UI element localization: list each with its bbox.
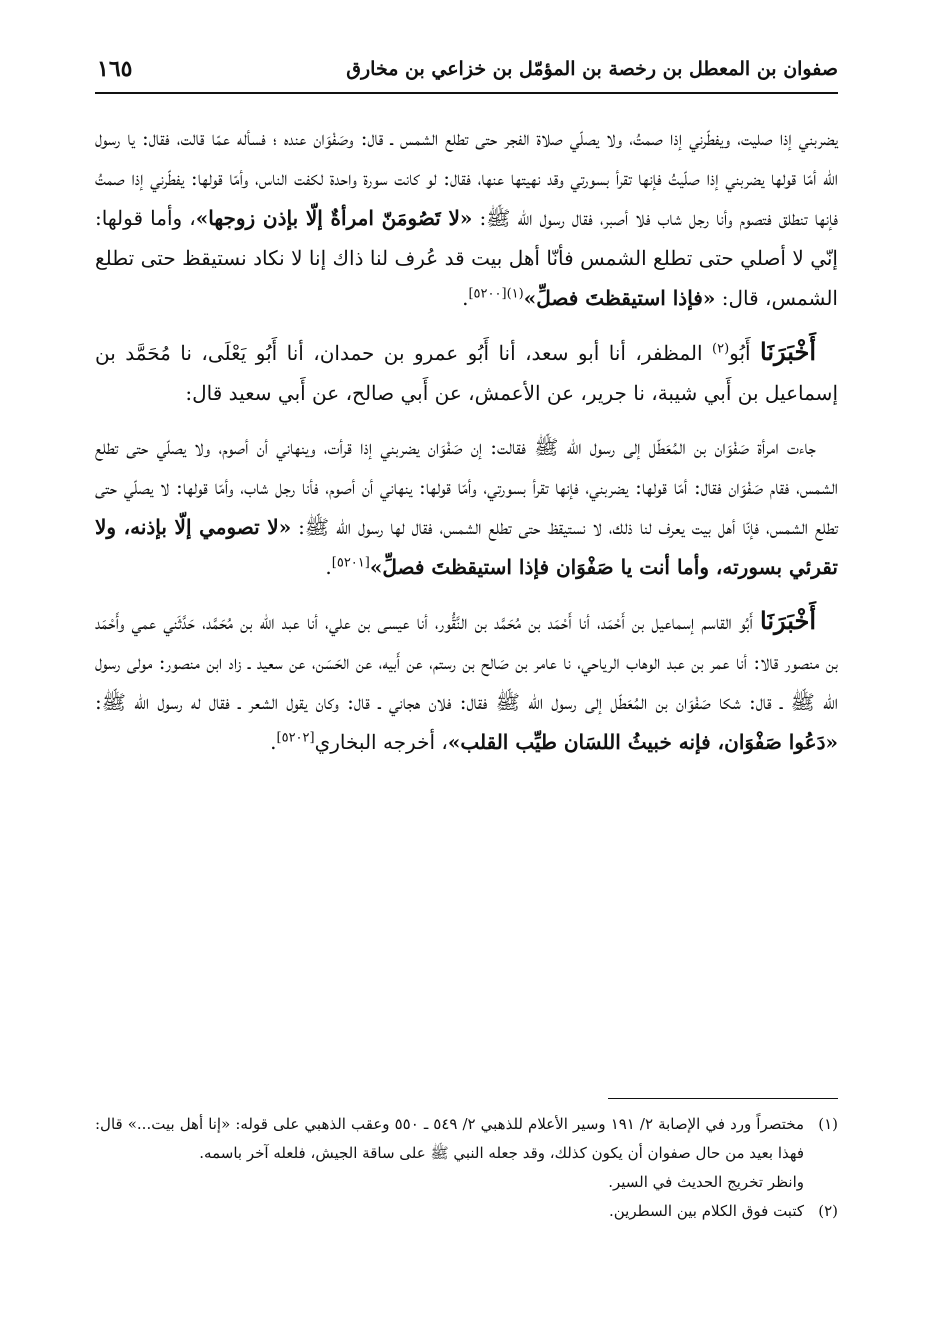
page-number: ١٦٥ bbox=[97, 56, 133, 82]
running-title: صفوان بن المعطل بن رخصة بن المؤمّل بن خزاعي بن مخارق bbox=[346, 58, 838, 80]
text-segment: ، وأما قولها: إنّي لا أصلي حتى تطلع الشمس فأنّا أهل بيت قد عُرف لنا ذاك إنا لا نكاد نستيقظ حتى تطلع الشمس، قال: bbox=[95, 206, 838, 310]
text-segment: أَبُو bbox=[729, 341, 761, 365]
footnote-number bbox=[804, 1168, 838, 1197]
text-segment: ، أخرجه البخاري bbox=[314, 730, 448, 754]
footnote-text: وانظر تخريج الحديث في السير. bbox=[608, 1173, 804, 1191]
main-text bbox=[95, 118, 838, 762]
text-segment: يضربني إذا صليت، ويفطّرني إذا صمتُ، ولا يصلّي صلاة الفجر حتى تطلع الشمس ـ قال: وصَفْوَان عنده ؛ فسأله عمّا قالت، فقال: يا رسول الله أمّا قولها يضربني إذا صلّيتُ فإنها تقرأ بسورتي وقد نهيتها عنها، فقال: لو كانت سورة واحدة لكفت الناس، وأمّا قولها: يفطّرني إذا صمتُ فإنها تنطلق فتصوم وأنا رجل شاب فلا أصبر، فقال رسول الله ﷺ: bbox=[95, 126, 839, 230]
footnote-number: (١) bbox=[818, 1115, 838, 1133]
text-segment: أَبُو القاسم إسماعيل بن أَحْمَد، أنا أَحْمَد بن مُحَمَّد بن النَّقُّور، أنا عيسى بن علي، أنا عبد اللّه بن مُحَمَّد، حَدَّثَني عمي وأَحْمَد بن منصور قالا: أنا عمر بن عبد الوهاب الرياحي، نا عامر بن صَالح بن رستم، عن أَبيه، عن الحَسَن، عن سعيد ـ زاد ابن منصور: مولى رسول الله ﷺ ـ قال: شكا صَفْوَان بن المُعَطّل إلى رسول الله ﷺ فقال: فلان هجاني ـ قال: وكان يقول الشعر ـ فقال له رسول الله ﷺ: bbox=[95, 610, 839, 714]
page-header bbox=[95, 52, 838, 94]
footnote-2 bbox=[95, 1197, 838, 1226]
hadith-quote: «دَعُوا صَفْوَان، فإنه خبيثُ اللسَان طيِّب القلب» bbox=[447, 730, 838, 754]
footnote-divider bbox=[608, 1098, 838, 1099]
hadith-quote: «لا تَصُومَنّ امرأةٌ إلّا بإذن زوجها» bbox=[195, 206, 473, 230]
footnotes bbox=[95, 1110, 838, 1226]
footnote-text: كتبت فوق الكلام بين السطرين. bbox=[609, 1202, 804, 1220]
chain-opening: أَخْبَرَنَا bbox=[760, 337, 816, 366]
paragraph-2 bbox=[95, 332, 838, 413]
hadith-quote: «فإذا استيقظتَ فصلِّ» bbox=[523, 286, 716, 310]
footnote-number: (٢) bbox=[818, 1202, 838, 1220]
reference-marker: (٢) bbox=[712, 341, 730, 357]
text-segment: جاءت امرأة صَفْوَان بن المُعَطّل إلى رسول الله ﷺ فقالت: إن صَفْوَان يضربني إذا قرأت، وينهاني أن أصوم، ولا يصلّي حتى تطلع الشمس، فقام صَفْوَان فقال: أمّا قولها: يضربني، فإنها تقرأ بسورتي، وأمّا قولها: ينهاني أن أصوم، فأنا رجل شاب، وأمّا قولها: لا يصلّي حتى تطلع الشمس، فإنّا أهل بيت يعرف لنا ذلك، لا نستيقظ حتى تطلع الشمس، فقال لها رسول الله ﷺ: bbox=[95, 435, 838, 539]
reference-marker: (١) bbox=[506, 286, 524, 302]
text-segment: المظفر، أنا أبو سعد، أنا أَبُو عمرو بن حمدان، أنا أَبُو يَعْلَى، نا مُحَمَّد بن إسماعيل بن أَبي شيبة، نا جرير، عن الأعمش، عن أَبي صالح، عن أَبي سعيد قال: bbox=[95, 341, 838, 405]
reference-marker: [٥٢٠٠] bbox=[468, 286, 507, 302]
chain-opening: أَخْبَرَنَا bbox=[760, 606, 816, 635]
reference-marker: [٥٢٠١] bbox=[331, 555, 370, 571]
footnote-1 bbox=[95, 1110, 838, 1168]
paragraph-4 bbox=[95, 601, 838, 762]
text-segment: . bbox=[462, 286, 469, 310]
footnote-text: مختصراً ورد في الإصابة ٢/ ١٩١ وسير الأعلام للذهبي ٢/ ٥٤٩ ـ ٥٥٠ وعقب الذهبي على قوله: «إنا أهل بيت...» قال: فهذا بعيد من حال صفوان أن يكون كذلك، وقد جعله النبي ﷺ على ساقة الجيش، فلعله آخر باسمه. bbox=[95, 1115, 805, 1162]
footnote-1-continued bbox=[95, 1168, 838, 1197]
hadith-quote: «لا تصومي إلّا بإذنه، ولا تقرئي بسورته، وأما أنت يا صَفْوَان فإذا استيقظتَ فصلِّ» bbox=[95, 515, 838, 579]
text-segment: . bbox=[325, 555, 332, 579]
paragraph-1 bbox=[95, 118, 838, 318]
reference-marker: [٥٢٠٢] bbox=[276, 730, 315, 746]
paragraph-3 bbox=[95, 427, 838, 587]
text-segment: . bbox=[270, 730, 277, 754]
